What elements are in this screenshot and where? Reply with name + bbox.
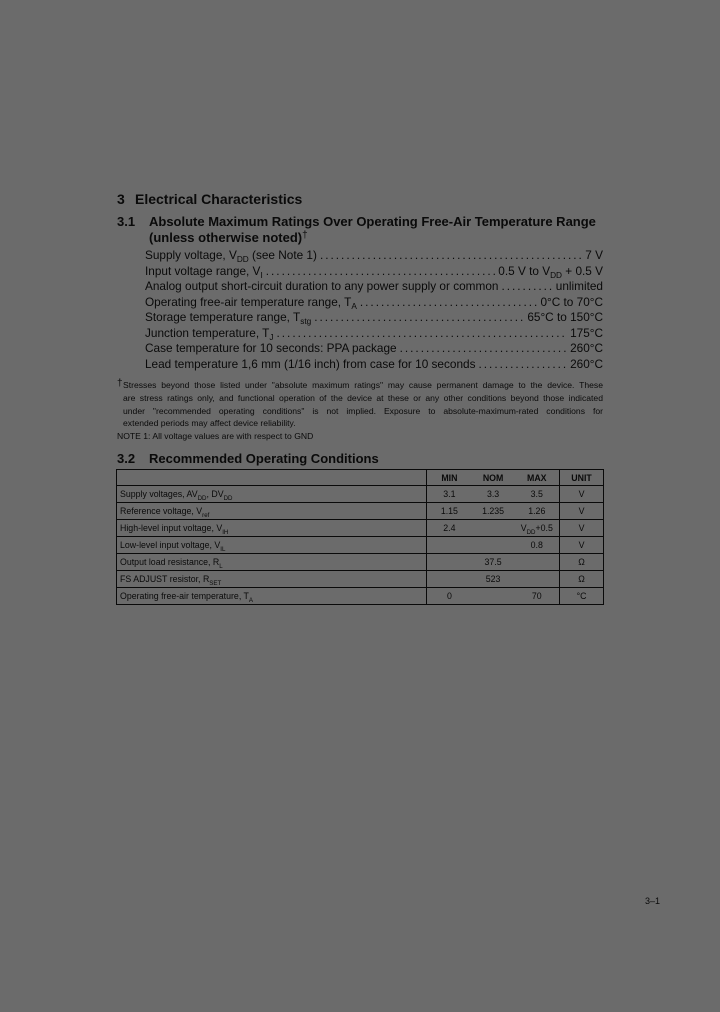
- footnote-line: [117, 379, 603, 392]
- param-sub: SET: [209, 580, 222, 587]
- rating-label-sub: J: [269, 332, 274, 341]
- param-cell: [117, 486, 427, 503]
- unit-cell: Ω: [560, 554, 604, 571]
- unit-cell: °C: [560, 588, 604, 605]
- rating-label: Storage temperature range, T: [145, 310, 301, 324]
- footnote-line: [117, 392, 603, 405]
- max-cell: 70: [515, 588, 560, 605]
- unit-cell: V: [560, 520, 604, 537]
- footnote-text: extended periods may affect device reliability.: [123, 418, 296, 429]
- section-number: 3: [117, 191, 125, 207]
- rating-value: 7 V: [585, 248, 603, 262]
- leader-dots: [478, 357, 567, 371]
- rating-value-main: 0.5 V to V: [498, 263, 551, 278]
- rating-value: 260°C: [570, 356, 603, 371]
- param-text: Low-level input voltage, V: [120, 540, 221, 550]
- dagger-mark: †: [117, 378, 123, 389]
- table-header-row: [117, 470, 604, 486]
- param-sub: ref: [202, 512, 210, 519]
- subsection-number: 3.2: [117, 451, 136, 466]
- min-cell: 2.4: [427, 520, 472, 537]
- subsection-heading-continued: [149, 230, 308, 245]
- param-sub: DD: [197, 495, 207, 502]
- rating-row: [145, 310, 603, 326]
- max-text: V: [520, 523, 527, 533]
- param-text: Reference voltage, V: [120, 506, 203, 516]
- rating-label: Input voltage range, V: [145, 263, 261, 278]
- rating-value: [498, 264, 603, 278]
- param-text: Supply voltages, AV: [120, 489, 198, 499]
- min-cell: 3.1: [427, 486, 472, 503]
- rating-row: [145, 248, 603, 264]
- nom-cell: [472, 588, 515, 605]
- param-text: High-level input voltage, V: [120, 523, 223, 533]
- dagger-mark: †: [302, 230, 308, 241]
- table-header-nom: NOM: [472, 470, 515, 486]
- table-header-max: MAX: [515, 470, 560, 486]
- max-cell: [515, 520, 560, 537]
- min-cell: [427, 554, 472, 571]
- max-cell: 0.8: [515, 537, 560, 554]
- unit-cell: V: [560, 537, 604, 554]
- param-sub: IL: [220, 546, 226, 553]
- section-title: Electrical Characteristics: [135, 191, 303, 207]
- nom-cell: 3.3: [472, 486, 515, 503]
- rating-label: Lead temperature 1,6 mm (1/16 inch) from case for 10 seconds: [145, 356, 476, 371]
- rating-label-sub: DD: [236, 255, 249, 264]
- rating-value: 260°C: [570, 341, 603, 355]
- table-row: [117, 554, 604, 571]
- rating-label: Operating free-air temperature range, T: [145, 294, 352, 309]
- rating-label-sub: I: [260, 270, 263, 279]
- rating-value-sub: DD: [550, 270, 562, 279]
- max-cell: 3.5: [515, 486, 560, 503]
- min-cell: 1.15: [427, 503, 472, 520]
- nom-cell: 1.235: [472, 503, 515, 520]
- param-sub: L: [219, 563, 223, 570]
- nom-cell: [472, 520, 515, 537]
- subsection-title: Recommended Operating Conditions: [149, 451, 379, 466]
- rating-row: [145, 295, 603, 311]
- unit-cell: Ω: [560, 571, 604, 588]
- rating-label-sub: A: [351, 301, 357, 310]
- rating-row: [145, 264, 603, 280]
- footnote-line: [117, 417, 603, 430]
- param-sub: IH: [222, 529, 229, 536]
- param-sub: DD: [223, 495, 233, 502]
- leader-dots: [360, 295, 538, 309]
- table-header-blank: [117, 470, 427, 486]
- subsection-heading-ratings: [117, 214, 596, 229]
- leader-dots: [501, 279, 552, 293]
- rating-value: 65°C to 150°C: [527, 310, 603, 324]
- unit-cell: V: [560, 503, 604, 520]
- table-row: [117, 503, 604, 520]
- leader-dots: [314, 310, 524, 324]
- rating-label-sub: stg: [300, 317, 312, 326]
- rating-row: [145, 357, 603, 373]
- max-cell: [515, 554, 560, 571]
- unit-cell: V: [560, 486, 604, 503]
- table-row: [117, 486, 604, 503]
- leader-dots: [400, 341, 567, 355]
- param-cell: [117, 588, 427, 605]
- max-cell: 1.26: [515, 503, 560, 520]
- section-heading: [117, 191, 302, 207]
- min-cell: 0: [427, 588, 472, 605]
- param-text: Operating free-air temperature, T: [120, 591, 249, 601]
- param-text: FS ADJUST resistor, R: [120, 574, 210, 584]
- param-text-mid: , DV: [206, 489, 224, 499]
- rating-label-suffix: (see Note 1): [248, 248, 317, 262]
- rating-label: Analog output short-circuit duration to any power supply or common: [145, 279, 499, 293]
- rating-value: unlimited: [555, 279, 603, 293]
- param-text: Output load resistance, R: [120, 557, 220, 567]
- min-cell: [427, 571, 472, 588]
- nom-cell: 37.5: [472, 554, 515, 571]
- footnote-text: Stresses beyond those listed under "absolute maximum ratings" may cause permanent damage to the device. These: [123, 380, 603, 390]
- subsection-title-line2: (unless otherwise noted): [149, 230, 303, 245]
- param-sub: A: [248, 597, 254, 604]
- page-number: 3–1: [645, 896, 661, 906]
- subsection-title: Absolute Maximum Ratings Over Operating Free-Air Temperature Range: [149, 214, 596, 229]
- subsection-heading-conditions: [117, 451, 379, 466]
- leader-dots: [277, 326, 568, 340]
- footnote-text: under "recommended operating conditions" is not implied. Exposure to absolute-maximum-rated conditions for: [123, 405, 603, 416]
- rating-label: Supply voltage, V: [145, 248, 237, 262]
- rating-value: 175°C: [570, 325, 603, 340]
- footnote-text: are stress ratings only, and functional operation of the device at these or any other conditions beyond those indicated: [123, 392, 603, 403]
- table-row: [117, 537, 604, 554]
- rating-value-suffix: + 0.5 V: [562, 263, 603, 278]
- table-row: [117, 588, 604, 605]
- param-cell: [117, 503, 427, 520]
- table-row: [117, 571, 604, 588]
- param-cell: [117, 571, 427, 588]
- table-header-unit: UNIT: [560, 470, 604, 486]
- nom-cell: 523: [472, 571, 515, 588]
- rating-value: 0°C to 70°C: [540, 294, 603, 309]
- leader-dots: [320, 248, 582, 262]
- table-row: [117, 520, 604, 537]
- max-sub: DD: [526, 529, 536, 536]
- rating-row: [145, 341, 603, 357]
- param-cell: [117, 537, 427, 554]
- rating-row: [145, 279, 603, 295]
- param-cell: [117, 554, 427, 571]
- table-header-min: MIN: [427, 470, 472, 486]
- footnote-line: [117, 405, 603, 418]
- rating-row: [145, 326, 603, 342]
- param-cell: [117, 520, 427, 537]
- rating-label: Case temperature for 10 seconds: PPA package: [145, 341, 397, 355]
- leader-dots: [266, 264, 496, 278]
- min-cell: [427, 537, 472, 554]
- max-cell: [515, 571, 560, 588]
- nom-cell: [472, 537, 515, 554]
- footnote: [117, 379, 603, 430]
- absolute-max-ratings-list: [145, 248, 603, 372]
- rating-label: Junction temperature, T: [145, 325, 270, 340]
- note-1: NOTE 1: All voltage values are with respect to GND: [117, 431, 314, 441]
- recommended-conditions-table: [116, 469, 604, 605]
- subsection-number: 3.1: [117, 214, 136, 229]
- max-suffix: +0.5: [535, 523, 553, 533]
